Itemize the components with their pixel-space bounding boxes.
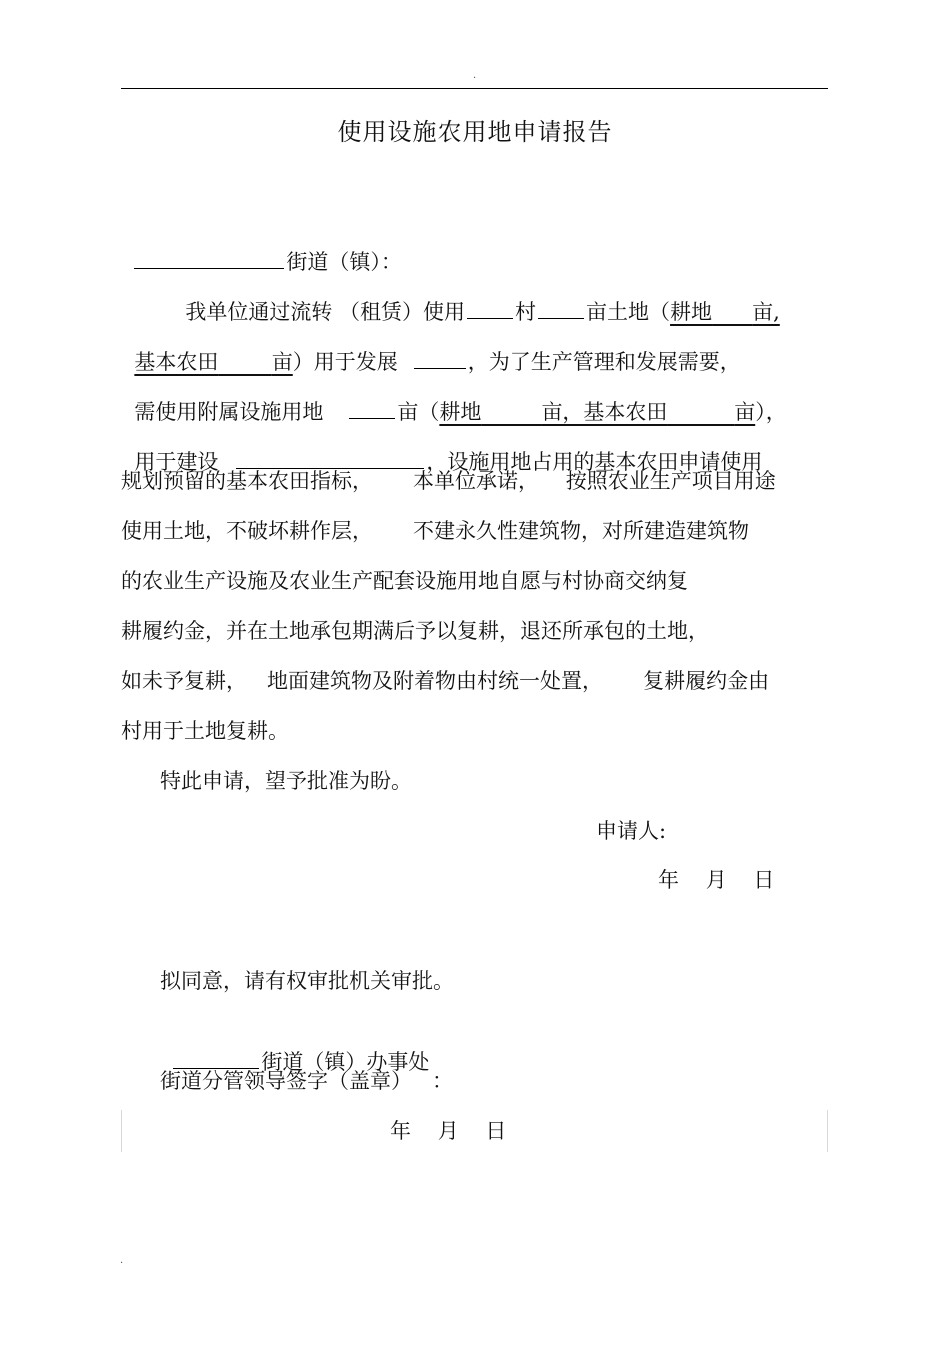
body-line-3-text-a: 需使用附属设施用地 xyxy=(134,400,324,424)
body-line-5: 规划预留的基本农田指标， 本单位承诺， 按照农业生产项目用途 xyxy=(121,469,776,493)
body-line-2-text-d: ，为了生产管理和发展需要， xyxy=(467,350,741,374)
page-title: 使用设施农用地申请报告 xyxy=(337,118,613,146)
body-line-8: 耕履约金，并在土地承包期满后予以复耕，退还所承包的土地， xyxy=(121,619,709,643)
cultivated-land-label: 耕地 亩, xyxy=(670,300,780,324)
right-border-fragment xyxy=(827,1110,828,1152)
body-line-1-text-c: 亩土地（ xyxy=(586,300,671,324)
closing-line: 特此申请，望予批准为盼。 xyxy=(160,769,412,793)
body-line-1-text-b: 村 xyxy=(515,300,537,324)
body-line-4-text-b: ，设施用地占用的基本农田申请使用 xyxy=(426,450,763,474)
approval-office-suffix: 街道（镇）办事处 xyxy=(261,1050,430,1074)
page-mark-bottom: · xyxy=(120,1258,124,1269)
approval-signature: 街道分管领导签字（盖章） ： xyxy=(160,1069,454,1093)
page-mark-top: · xyxy=(473,73,477,84)
approval-date: 年 月 日 xyxy=(390,1119,507,1143)
applicant-date: 年 月 日 xyxy=(658,868,775,892)
body-line-3-text-f: ）， xyxy=(755,400,787,424)
approval-opinion: 拟同意，请有权审批机关审批。 xyxy=(160,969,454,993)
salutation-suffix: 街道（镇）： xyxy=(286,250,402,274)
body-line-1-text-a: 我单位通过流转 （租赁）使用 xyxy=(185,300,466,324)
body-line-10: 村用于土地复耕。 xyxy=(121,719,289,743)
facility-land-breakdown: 耕地 亩，基本农田 亩 xyxy=(439,400,756,424)
body-line-9: 如未予复耕， 地面建筑物及附着物由村统一处置， 复耕履约金由 xyxy=(121,669,770,693)
left-border-fragment xyxy=(121,1110,122,1152)
body-line-2-text-c: ）用于发展 xyxy=(292,350,398,374)
header-rule xyxy=(121,88,828,89)
basic-farmland-label: 基本农田 亩 xyxy=(134,350,293,374)
applicant-label: 申请人: xyxy=(596,819,667,843)
body-line-4-text-a: 用于建设 xyxy=(134,450,219,474)
body-line-7: 的农业生产设施及农业生产配套设施用地自愿与村协商交纳复 xyxy=(121,569,688,593)
body-line-6: 使用土地，不破坏耕作层， 不建永久性建筑物，对所建造建筑物 xyxy=(121,519,750,543)
body-line-3-text-b: 亩（ xyxy=(397,400,440,424)
